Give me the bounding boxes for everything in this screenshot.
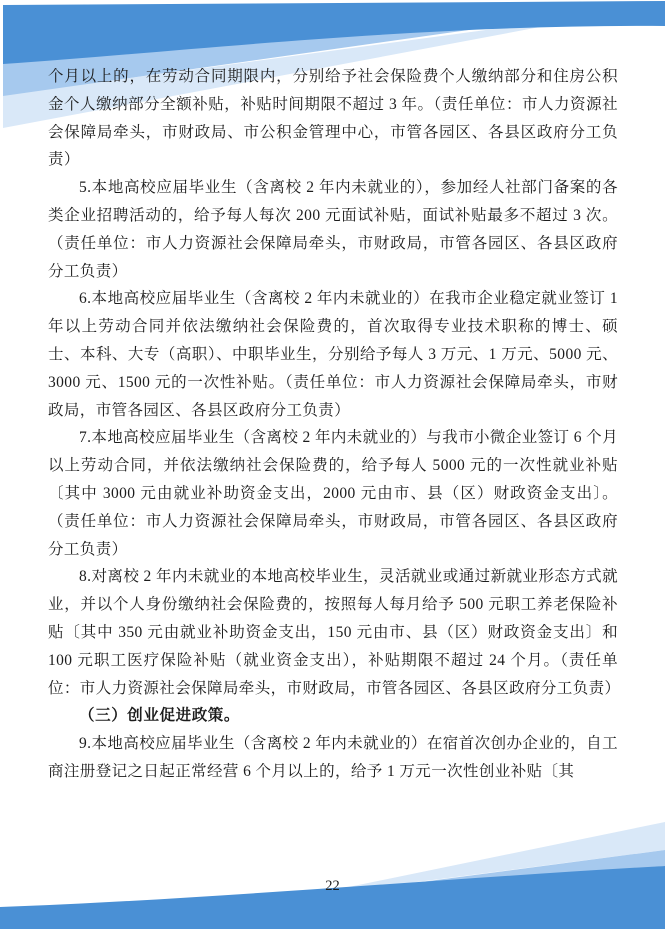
bottom-decoration [0,794,665,929]
paragraph-item-6: 6.本地高校应届毕业生（含离校 2 年内未就业的）在我市企业稳定就业签订 1 年以上劳动合同并依法缴纳社会保险费的，首次取得专业技术职称的博士、硕士、本科、大专（高职）、中职毕业生，分别给予每人 3 万元、1 万元、5000 元、3000 元、1500 元的一次性补贴。（责任单位：市人力资源社会保障局牵头，市财政局，市管各园区、各县区政府分工负责） [48,290,618,419]
section-heading: （三）创业促进政策。 [79,707,241,725]
paragraph-item-7: 7.本地高校应届毕业生（含离校 2 年内未就业的）与我市小微企业签订 6 个月以上劳动合同，并依法缴纳社会保险费的，给予每人 5000 元的一次性就业补贴〔其中 3000 元由就业补助资金支出，2000 元由市、县（区）财政资金支出〕。（责任单位：市人力资源社会保障局牵头，市财政局，市管各园区、各县区政府分工负责） [48,429,618,558]
document-body [48,63,621,786]
paragraph-item-9: 9.本地高校应届毕业生（含离校 2 年内未就业的）在宿首次创办企业的，自工商注册登记之日起正常经营 6 个月以上的，给予 1 万元一次性创业补贴〔其 [48,735,618,780]
paragraph-item-8: 8.对离校 2 年内未就业的本地高校毕业生，灵活就业或通过新就业形态方式就业，并以个人身份缴纳社会保险费的，按照每人每月给予 500 元职工养老保险补贴〔其中 350 元由就业补助资金支出，150 元由市、县（区）财政资金支出〕和 100 元职工医疗保险补贴（就业资金支出），补贴期限不超过 24 个月。（责任单位：市人力资源社会保障局牵头，市财政局，市管各园区、各县区政府分工负责） [48,568,621,697]
paragraph-continuation: 个月以上的，在劳动合同期限内，分别给予社会保险费个人缴纳部分和住房公积金个人缴纳部分全额补贴，补贴时间期限不超过 3 年。（责任单位：市人力资源社会保障局牵头，市财政局、市公积金管理中心，市管各园区、各县区政府分工负责） [48,68,618,169]
paragraph-item-5: 5.本地高校应届毕业生（含离校 2 年内未就业的），参加经人社部门备案的各类企业招聘活动的，给予每人每次 200 元面试补贴，面试补贴最多不超过 3 次。（责任单位：市人力资源社会保障局牵头，市财政局，市管各园区、各县区政府分工负责） [48,179,618,280]
page-number: 22 [325,878,340,894]
bottom-blue-band-shape [0,866,665,929]
